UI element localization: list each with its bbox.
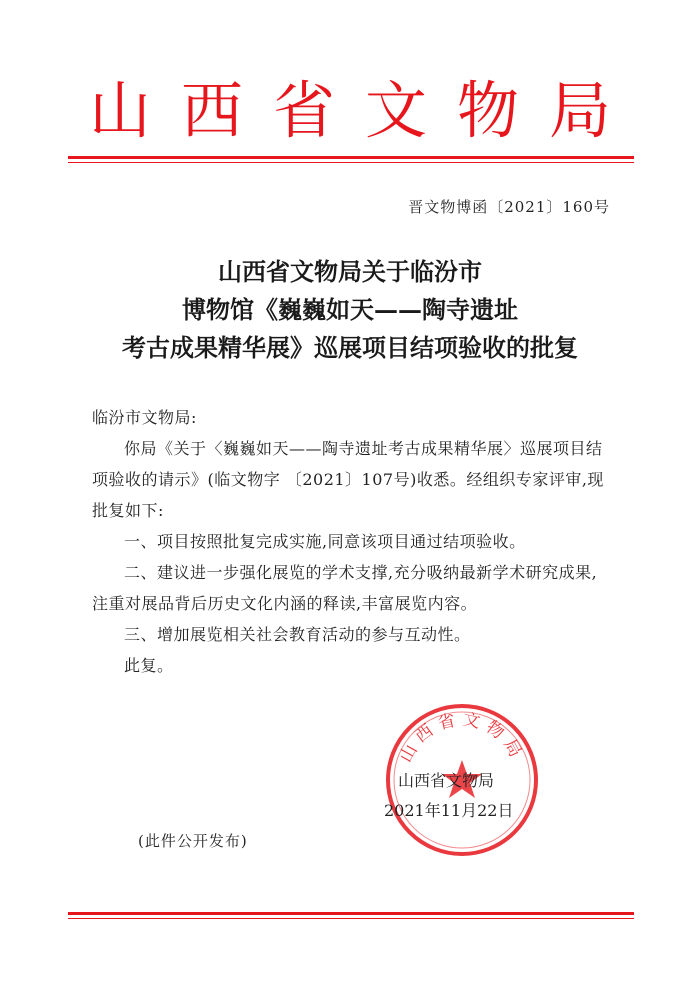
recipient: 临汾市文物局: [92, 408, 197, 427]
signature-org: 山西省文物局 [398, 771, 495, 790]
signature-block [360, 766, 570, 826]
title-line-3: 考古成果精华展》巡展项目结项验收的批复 [122, 333, 578, 362]
letterhead-divider-thin [68, 162, 634, 163]
item-2: 二、建议进一步强化展览的学术支撑,充分吸纳最新学术研究成果,注重对展品背后历史文化内涵的释读,丰富展览内容。 [92, 563, 598, 613]
release-note: (此件公开发布) [138, 832, 248, 850]
paragraph-request: 你局《关于〈巍巍如天——陶寺遗址考古成果精华展〉巡展项目结项验收的请示》(临文物字 〔2021〕107号)收悉。经组织专家评审,现批复如下: [92, 439, 604, 520]
document-title [60, 253, 640, 367]
letterhead-divider-thick [68, 156, 634, 159]
title-line-1: 山西省文物局关于临汾市 [218, 257, 482, 286]
seal-text: 山西省文物局 [396, 709, 528, 766]
svg-text:山西省文物局 [396, 710, 528, 766]
letterhead-title: 山西省文物局 [88, 74, 641, 147]
closing: 此复。 [124, 656, 174, 675]
signature-date: 2021年11月22日 [384, 801, 514, 820]
item-1: 一、项目按照批复完成实施,同意该项目通过结项验收。 [124, 532, 526, 551]
title-line-2: 博物馆《巍巍如天——陶寺遗址 [182, 295, 518, 324]
footer-divider-thin [68, 918, 634, 919]
item-3: 三、增加展览相关社会教育活动的参与互动性。 [124, 625, 471, 644]
footer-divider-thick [68, 912, 634, 915]
document-body [92, 402, 612, 681]
document-number: 晋文物博函〔2021〕160号 [408, 198, 610, 216]
